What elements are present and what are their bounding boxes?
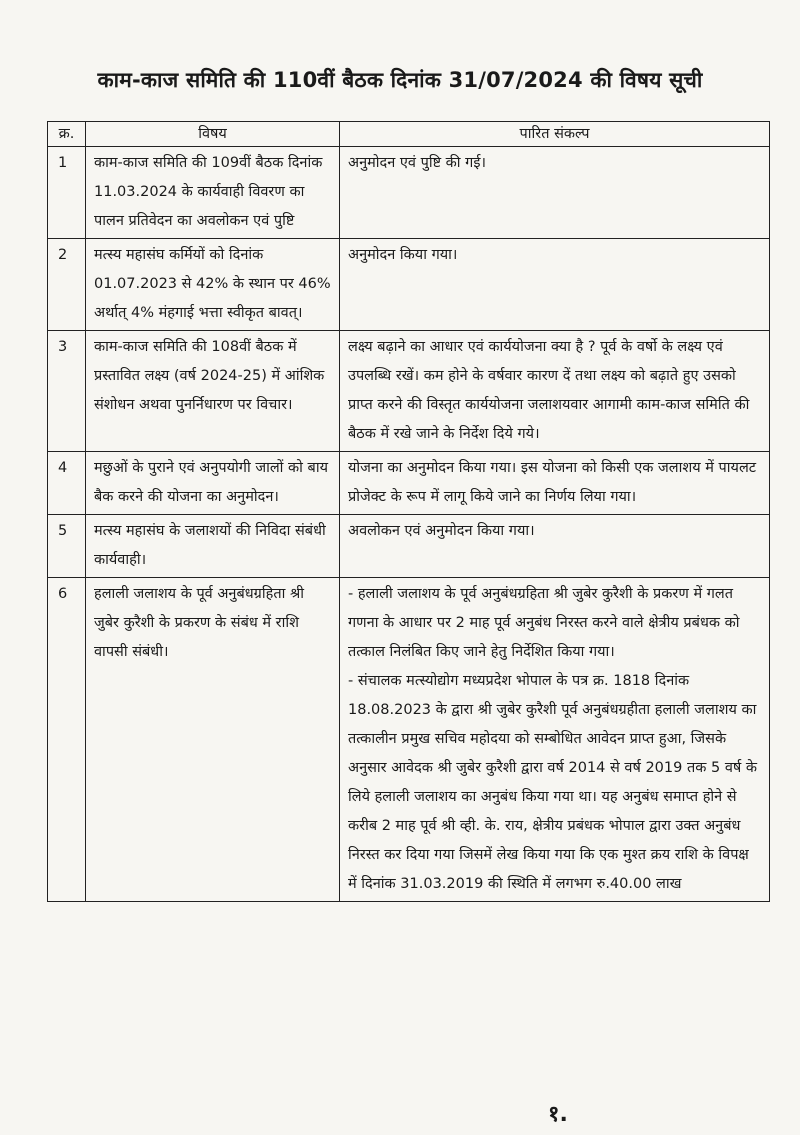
row-sno: 6 [48,578,86,902]
table-row [48,578,770,902]
row-resolution [340,452,770,515]
row-subject: काम-काज समिति की 108वीं बैठक में प्रस्तावित लक्ष्य (वर्ष 2024-25) में आंशिक संशोधन अथवा पुनर्निधारण पर विचार। [86,331,340,452]
agenda-table [47,121,770,902]
row-sno: 2 [48,239,86,331]
resolution-paragraph: अनुमोदन एवं पुष्टि की गई। [348,155,486,171]
row-subject: मत्स्य महासंघ कर्मियों को दिनांक 01.07.2023 से 42% के स्थान पर 46% अर्थात् 4% मंहगाई भत्ता स्वीकृत बावत्। [86,239,340,331]
row-sno: 5 [48,515,86,578]
header-subject: विषय [86,122,340,147]
header-resolution: पारित संकल्प [340,122,770,147]
row-subject: मत्स्य महासंघ के जलाशयों की निविदा संबंधी कार्यवाही। [86,515,340,578]
table-header-row [48,122,770,147]
row-subject: हलाली जलाशय के पूर्व अनुबंधग्रहिता श्री जुबेर कुरैशी के प्रकरण के संबंध में राशि वापसी संबंधी। [86,578,340,902]
table-row [48,147,770,239]
header-sno: क्र. [48,122,86,147]
row-resolution [340,515,770,578]
row-sno: 3 [48,331,86,452]
resolution-paragraph: अनुमोदन किया गया। [348,247,458,263]
resolution-paragraph: अवलोकन एवं अनुमोदन किया गया। [348,523,535,539]
row-resolution [340,331,770,452]
resolution-paragraph: योजना का अनुमोदन किया गया। इस योजना को किसी एक जलाशय में पायलट प्रोजेक्ट के रूप में लागू किये जाने का निर्णय लिया गया। [348,460,757,505]
row-resolution [340,578,770,902]
row-subject: काम-काज समिति की 109वीं बैठक दिनांक 11.03.2024 के कार्यवाही विवरण का पालन प्रतिवेदन का अवलोकन एवं पुष्टि [86,147,340,239]
page-number: १. [548,1102,568,1127]
row-resolution [340,147,770,239]
row-subject: मछुओं के पुराने एवं अनुपयोगी जालों को बाय बैक करने की योजना का अनुमोदन। [86,452,340,515]
table-row [48,452,770,515]
resolution-paragraph: - हलाली जलाशय के पूर्व अनुबंधग्रहिता श्री जुबेर कुरैशी के प्रकरण में गलत गणना के आधार पर 2 माह पूर्व अनुबंध निरस्त करने वाले क्षेत्रीय प्रबंधक को तत्काल निलंबित किए जाने हेतु निर्देशित किया गया। [348,586,740,660]
table-row [48,239,770,331]
row-resolution [340,239,770,331]
row-sno: 4 [48,452,86,515]
table-row [48,515,770,578]
resolution-paragraph: - संचालक मत्स्योद्योग मध्यप्रदेश भोपाल के पत्र क्र. 1818 दिनांक 18.08.2023 के द्वारा श्री जुबेर कुरैशी पूर्व अनुबंधग्रहीता हलाली जलाशय का तत्कालीन प्रमुख सचिव महोदया को सम्बोधित आवेदन प्राप्त हुआ, जिसके अनुसार आवेदक श्री जुबेर कुरैशी द्वारा वर्ष 2014 से वर्ष 2019 तक 5 वर्ष के लिये हलाली जलाशय का अनुबंध किया गया था। यह अनुबंध समाप्त होने से करीब 2 माह पूर्व श्री व्ही. के. राय, क्षेत्रीय प्रबंधक भोपाल द्वारा उक्त अनुबंध निरस्त कर दिया गया जिसमें लेख किया गया कि एक मुश्त क्रय राशि के विपक्ष में दिनांक 31.03.2019 की स्थिति में लगभग रु.40.00 लाख [348,673,758,892]
table-row [48,331,770,452]
row-sno: 1 [48,147,86,239]
page-title: काम-काज समिति की 110वीं बैठक दिनांक 31/07/2024 की विषय सूची [97,68,703,92]
resolution-paragraph: लक्ष्य बढ़ाने का आधार एवं कार्ययोजना क्या है ? पूर्व के वर्षो के लक्ष्य एवं उपलब्धि रखें। कम होने के वर्षवार कारण दें तथा लक्ष्य को बढ़ाते हुए उसको प्राप्त करने की विस्तृत कार्ययोजना जलाशयवार आगामी काम-काज समिति की बैठक में रखे जाने के निर्देश दिये गये। [348,339,750,442]
